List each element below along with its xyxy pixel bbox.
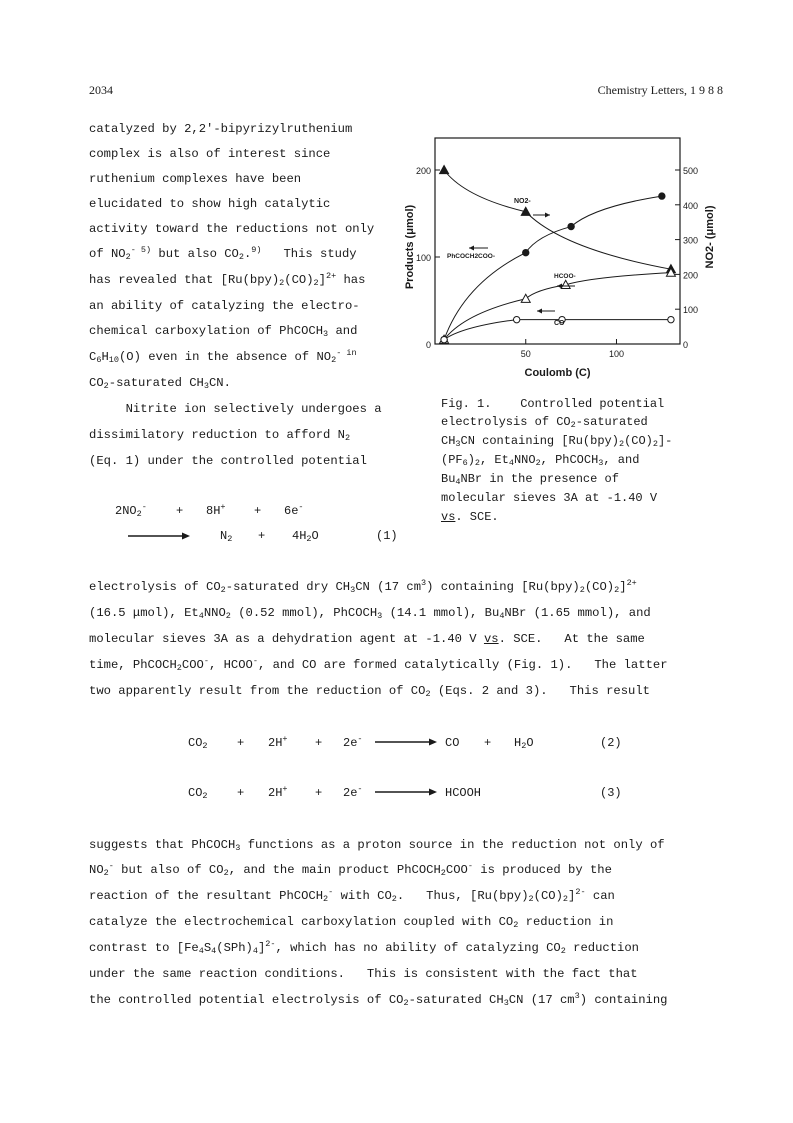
- text-line: $C_6H_{10}(O)$ even in the absence of $NO_2^{- in}$: [89, 348, 357, 365]
- right-tick-label: 0: [683, 340, 689, 350]
- page-number: 2034: [89, 83, 113, 97]
- equation-2-water: $H_2O$: [514, 736, 534, 751]
- text-line: the controlled potential electrolysis of $CO_2$-saturated $CH_3CN$ (17 $cm^3$) containing: [89, 991, 668, 1008]
- caption-line: $CH_3CN$ containing $[Ru(bpy)_2(CO)_2]-$: [441, 434, 673, 449]
- plus-sign: +: [315, 786, 323, 800]
- equation-2-electrons: 2e-: [343, 734, 363, 750]
- reaction-arrow: [375, 787, 437, 797]
- caption-line: electrolysis of $CO_2$-saturated: [441, 415, 648, 430]
- caption-line: molecular sieves 3A at -1.40 V: [441, 491, 658, 505]
- arrow-right-head: [545, 213, 550, 218]
- arrow-left-head: [537, 309, 542, 314]
- equation-1-water: $4H_2O$: [292, 529, 319, 544]
- x-tick-label: 50: [520, 349, 531, 359]
- arrow-left-head: [557, 284, 562, 289]
- equation-2-hplus: 2H+: [268, 734, 288, 750]
- equation-3-hplus: 2H+: [268, 784, 288, 800]
- x-axis-label: Coulomb (C): [524, 367, 591, 379]
- data-point-circle: [659, 193, 665, 199]
- equation-2-co: CO: [445, 736, 460, 750]
- plot-frame: [435, 138, 680, 344]
- caption-line: $(PF_6)_2$, $Et_4NNO_2$, PhCOCH$_3$, and: [441, 453, 640, 468]
- plus-sign: +: [315, 736, 323, 750]
- text-line: has revealed that $[Ru(bpy)_2(CO)_2]^{2+}$ has: [89, 271, 366, 288]
- data-point-circle: [568, 223, 574, 229]
- text-line: (Eq. 1) under the controlled potential: [89, 454, 367, 468]
- text-line: Nitrite ion selectively undergoes a: [89, 402, 382, 416]
- caption-line: $Bu_4NBr$ in the presence of: [441, 472, 619, 487]
- text-line: molecular sieves 3A as a dehydration agent at -1.40 V vs. SCE. At the same: [89, 632, 645, 646]
- journal-header: Chemistry Letters, 1 9 8 8: [597, 83, 723, 97]
- caption-line: Fig. 1. Controlled potential: [441, 397, 665, 411]
- text-line: elucidated to show high catalytic: [89, 197, 331, 211]
- plus-sign: +: [254, 504, 262, 518]
- right-tick-label: 400: [683, 200, 699, 211]
- plus-sign: +: [176, 504, 184, 518]
- right-tick-label: 200: [683, 270, 699, 281]
- text-line: reaction of the resultant PhCOCH$_2$- with $CO_2$. Thus, $[Ru(bpy)_2(CO)_2]^{2-}$ can: [89, 887, 615, 904]
- text-line: activity toward the reductions not only: [89, 222, 375, 236]
- series-line: [444, 196, 662, 340]
- plus-sign: +: [258, 529, 266, 543]
- data-point-triangle: [521, 294, 530, 302]
- left-tick-label: 0: [425, 340, 431, 350]
- equation-3-electrons: 2e-: [343, 784, 363, 800]
- text-line: an ability of catalyzing the electro-: [89, 299, 360, 313]
- left-axis-label: Products (μmol): [404, 204, 416, 290]
- text-line: under the same reaction conditions. This is consistent with the fact that: [89, 967, 638, 981]
- label-phcoch2coo: PhCOCH2COO-: [447, 253, 496, 260]
- text-line: $NO_2^-$ but also of $CO_2$, and the main product PhCOCH$_2$COO- is produced by the: [89, 861, 612, 878]
- right-tick-label: 500: [683, 166, 699, 176]
- text-line: $CO_2$-saturated $CH_3CN$.: [89, 376, 231, 391]
- equation-number: (2): [600, 736, 622, 750]
- data-point-circle: [441, 336, 447, 342]
- text-line: of $NO_2^-$ $^{5)}$ but also $CO_2.^{9)}$ This study: [89, 245, 357, 262]
- equation-3-co2: $CO_2$: [188, 786, 208, 801]
- x-tick-label: 100: [608, 349, 624, 359]
- text-line: ruthenium complexes have been: [89, 172, 302, 186]
- text-line: electrolysis of $CO_2$-saturated dry $CH_3CN$ (17 $cm^3$) containing $[Ru(bpy)_2(CO)_2]^{2+}$: [89, 578, 637, 595]
- left-tick-label: 100: [415, 253, 431, 263]
- equation-1-reactants: $2NO_2^-$: [115, 502, 147, 519]
- equation-1-electrons: 6e-: [284, 502, 304, 518]
- right-tick-label: 300: [683, 235, 699, 246]
- label-hcoo: HCOO-: [554, 273, 576, 280]
- text-line: complex is also of interest since: [89, 147, 331, 161]
- equation-number: (1): [376, 529, 398, 543]
- arrow-left-head: [469, 246, 474, 251]
- text-line: chemical carboxylation of PhCOCH$_3$ and: [89, 324, 358, 339]
- right-tick-label: 100: [683, 305, 699, 316]
- text-line: catalyzed by 2,2'-bipyrizylruthenium: [89, 122, 353, 136]
- equation-3-hcooh: HCOOH: [445, 786, 482, 800]
- text-line: (16.5 μmol), $Et_4NNO_2$ (0.52 mmol), PhCOCH$_3$ (14.1 mmol), $Bu_4NBr$ (1.65 mmol), and: [89, 606, 651, 621]
- reaction-arrow: [128, 531, 190, 541]
- caption-line: vs. SCE.: [441, 510, 499, 524]
- text-line: two apparently result from the reduction of $CO_2$ (Eqs. 2 and 3). This result: [89, 684, 650, 699]
- label-co: CO: [554, 320, 565, 327]
- label-no2: NO2-: [514, 198, 531, 205]
- left-tick-label: 200: [415, 166, 431, 176]
- equation-1-n2: $N_2$: [220, 529, 233, 544]
- equation-2-co2: $CO_2$: [188, 736, 208, 751]
- series-line: [444, 273, 671, 340]
- equation-1-hplus: 8H+: [206, 502, 226, 518]
- equation-number: (3): [600, 786, 622, 800]
- text-line: contrast to $[Fe_4S_4(SPh)_4]^{2-}$, which has no ability of catalyzing $CO_2$ reduction: [89, 939, 639, 956]
- right-axis-label: NO2- (μmol): [704, 205, 716, 269]
- data-point-circle: [513, 316, 519, 322]
- plus-sign: +: [237, 786, 245, 800]
- data-point-circle: [523, 249, 529, 255]
- figure-1-chart: [395, 118, 730, 390]
- text-line: suggests that PhCOCH$_3$ functions as a proton source in the reduction not only of: [89, 838, 665, 853]
- plus-sign: +: [237, 736, 245, 750]
- data-point-circle: [668, 316, 674, 322]
- text-line: dissimilatory reduction to afford $N_2$: [89, 428, 351, 443]
- text-line: catalyze the electrochemical carboxylation coupled with $CO_2$ reduction in: [89, 915, 614, 930]
- plus-sign: +: [484, 736, 492, 750]
- reaction-arrow: [375, 737, 437, 747]
- data-point-triangle: [440, 166, 449, 174]
- text-line: time, PhCOCH$_2$COO-, HCOO-, and CO are formed catalytically (Fig. 1). The latter: [89, 656, 668, 673]
